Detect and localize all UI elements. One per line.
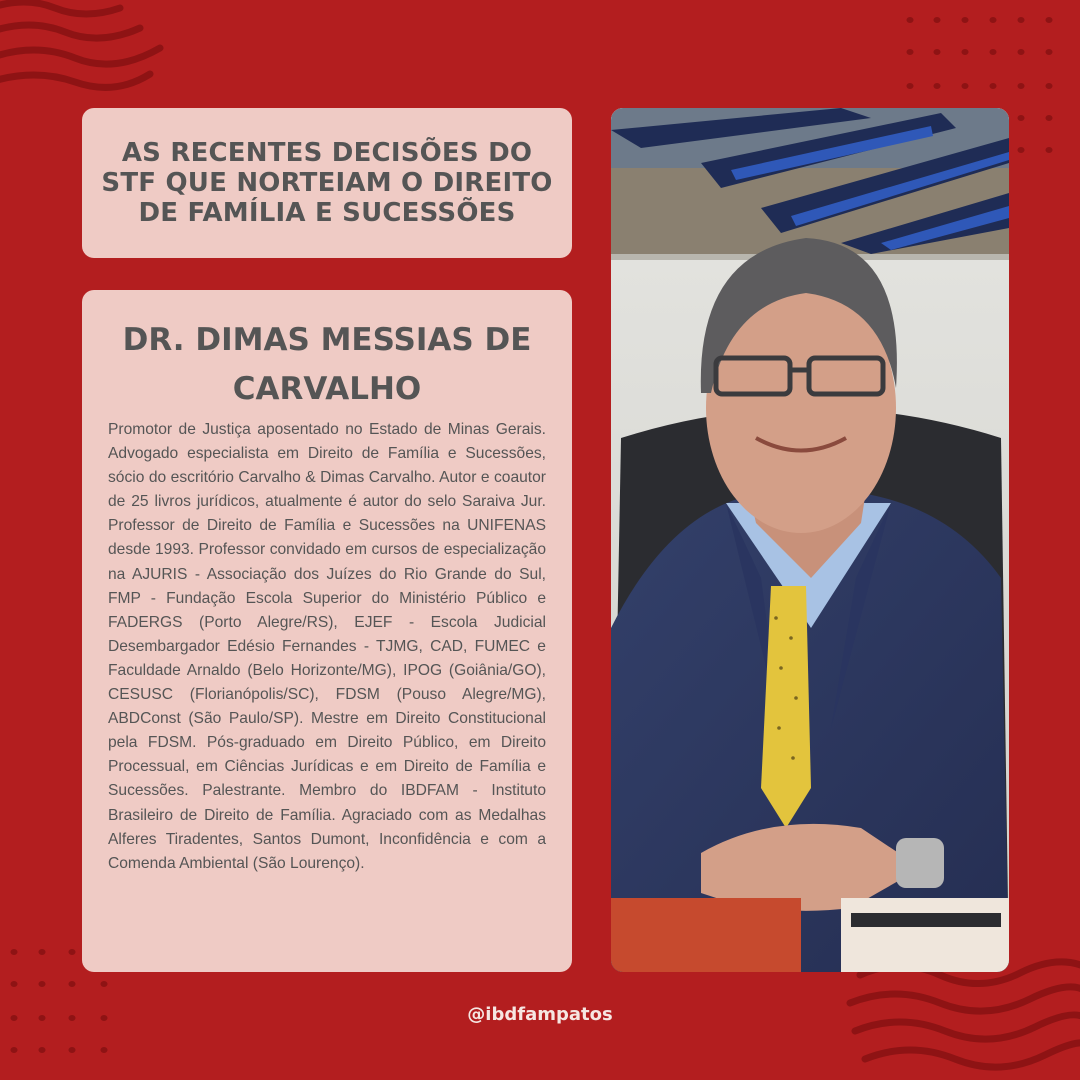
speaker-bio: Promotor de Justiça aposentado no Estado de Minas Gerais. Advogado especialista em Direito de Família e Sucessões, sócio do escritório Carvalho & Dimas Carvalho. Autor e coautor de 25 livros jurídicos, atualmente é autor do selo Saraiva Jur. Professor de Direito de Família e Sucessões na UNIFENAS desde 1993. Professor convidado em cursos de especialização na AJURIS - Associação dos Juízes do Rio Grande do Sul, FMP - Fundação Escola Superior do Ministério Público e FADERGS (Porto Alegre/RS), EJEF - Escola Judicial Desembargador Edésio Fernandes - TJMG, CAD, FUMEC e Faculdade Arnaldo (Belo Horizonte/MG), IPOG (Goiânia/GO), CESUSC (Florianópolis/SC), FDSM (Pouso Alegre/MG), ABDConst (São Paulo/SP). Mestre em Direito Constitucional pela FDSM. Pós-graduado em Direito Público, em Direito Processual, em Ciências Jurídicas e em Direito de Família e Sucessões. Palestrante. Membro do IBDFAM - Instituto Brasileiro de Direito de Família. Agraciado com as Medalhas Alferes Tiradentes, Santos Dumont, Inconfidência e com a Comenda Ambiental (São Lourenço). [108,421,546,872]
speaker-name: DR. DIMAS MESSIAS DE CARVALHO [122,322,532,407]
speaker-photo [611,108,1009,972]
speaker-bio-card [82,290,572,972]
title-card [82,108,572,258]
social-handle: @ibdfampatos [467,1004,613,1025]
wave-decoration-top-left [0,0,170,100]
event-title: AS RECENTES DECISÕES DO STF QUE NORTEIAM O DIREITO DE FAMÍLIA E SUCESSÕES [101,138,553,228]
